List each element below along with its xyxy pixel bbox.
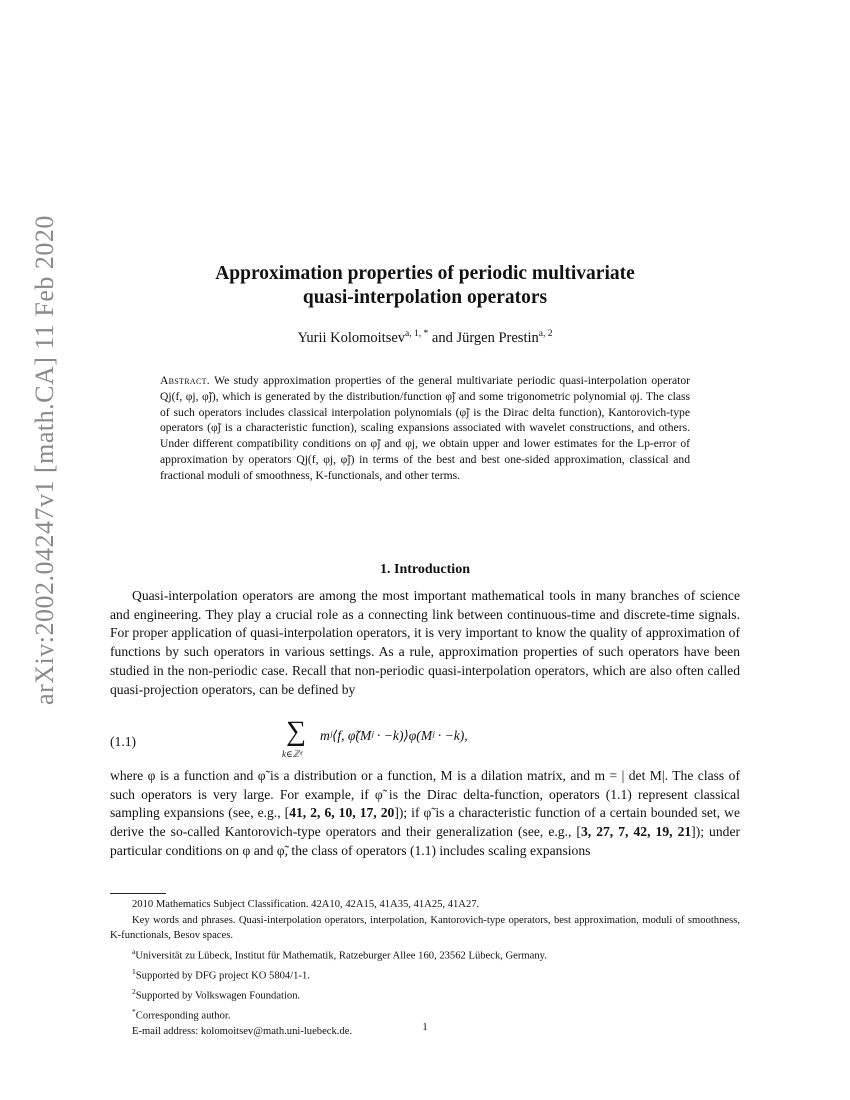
citation-refs-1: 41, 2, 6, 10, 17, 20: [289, 805, 395, 821]
sum-subscript: k∈ℤᵈ: [282, 749, 303, 759]
footnote-affiliation: [110, 944, 740, 964]
author-1-marks: a, 1, *: [405, 329, 429, 339]
author-line: [130, 329, 720, 347]
intro-paragraph-1: Quasi-interpolation operators are among the most important mathematical tools in many branches of science and engineering. They play a crucial role as a connecting link between continuous-time and discrete-time signals. For proper application of quasi-interpolation operators, it is very important to know the quality of approximation of functions by such operators in various settings. As a rule, approximation properties of such operators have been studied in the non-periodic case. Recall that non-periodic quasi-interpolation operators, which are also often called quasi-projection operators, can be defined by: [110, 588, 740, 697]
section-title: 1. Introduction: [380, 562, 470, 577]
equation-1-1: [280, 716, 610, 764]
title-line-2: quasi-interpolation operators: [302, 287, 548, 308]
equation-number: (1.1): [110, 734, 137, 749]
affiliation-mark: a: [132, 946, 136, 956]
abstract-text: We study approximation properties of the general multivariate periodic quasi-interpolation operator Qj(f, φj, φ̃j), which is generated by the distribution/function φ̃j and some trigonometric polynomial φj. The class of such operators includes classical interpolation polynomials (φ̃j is the Dirac delta function), Kantorovich-type operators (φ̃j is a characteristic function), scaling expansions associated with wavelet constructions, and others. Under different compatibility conditions on φ̃j and φj, we obtain upper and lower estimates for the Lp-error of approximation by operators Qj(f, φj, φ̃j) in terms of the best and best one-sided approximation, classical and fractional moduli of smoothness, K-functionals, and other terms.: [160, 374, 690, 482]
citation-refs-2: 3, 27, 7, 42, 19, 21: [580, 824, 692, 840]
footnote-keywords: Key words and phrases. Quasi-interpolation operators, interpolation, Kantorovich-type operators, best approximation, moduli of smoothness, K-functionals, Besov spaces.: [110, 914, 740, 942]
author-2: Jürgen Prestin: [456, 329, 539, 346]
corresponding-mark: *: [132, 1007, 136, 1017]
author-1: Yurii Kolomoitsev: [297, 329, 406, 346]
para2-part-b: ]); if φ̃ is a characteristic function of a certain bounded set, we derive the so-called Kantorovich-type operators and their generalization (see, e.g., [: [110, 805, 740, 840]
abstract: [160, 373, 690, 484]
equation-body: mʲ⟨f, φ̃(Mʲ · −k)⟩φ(Mʲ · −k),: [320, 728, 468, 743]
abstract-heading: Abstract.: [160, 374, 210, 387]
intro-paragraph-2: [110, 767, 740, 861]
support1-mark: 1: [132, 966, 136, 976]
para2-part-a: where φ is a function and φ̃ is a distribution or a function, M is a dilation matrix, and m = | det M|. The class of such operators is very large. For example, if φ̃ is the Dirac delta-function, operators (1.1) represent classical sampling expansions (see, e.g., [: [110, 768, 740, 821]
arxiv-id: arXiv:2002.04247v1 [math.CA] 11 Feb 2020: [30, 215, 60, 705]
footnote-support-2: [110, 984, 740, 1004]
sum-symbol: ∑: [286, 716, 306, 747]
corresponding-text: Corresponding author.: [135, 1010, 231, 1022]
footnotes: [110, 897, 740, 1040]
support2-mark: 2: [132, 987, 136, 997]
support2-text: Supported by Volkswagen Foundation.: [135, 990, 301, 1002]
author-connector: and: [431, 329, 453, 346]
title-line-1: Approximation properties of periodic multivariate: [215, 263, 635, 284]
paper-title: [130, 262, 720, 310]
para2-part-c: ]); under particular conditions on φ and φ̃, the class of operators (1.1) includes scaling expansions: [110, 824, 741, 858]
author-2-marks: a, 2: [538, 329, 553, 339]
footnote-email: E-mail address: kolomoitsev@math.uni-luebeck.de.: [132, 1026, 353, 1038]
arxiv-sidebar-stamp: [22, 215, 68, 705]
footnote-rule: [110, 893, 166, 894]
support1-text: Supported by DFG project KO 5804/1-1.: [135, 970, 310, 982]
affiliation-text: Universität zu Lübeck, Institut für Mathematik, Ratzeburger Allee 160, 23562 Lübeck, Germany.: [135, 950, 547, 962]
page-number: 1: [422, 1021, 428, 1033]
footnote-support-1: [110, 964, 740, 984]
footnote-msc: 2010 Mathematics Subject Classification. 42A10, 42A15, 41A35, 41A25, 41A27.: [132, 899, 480, 910]
